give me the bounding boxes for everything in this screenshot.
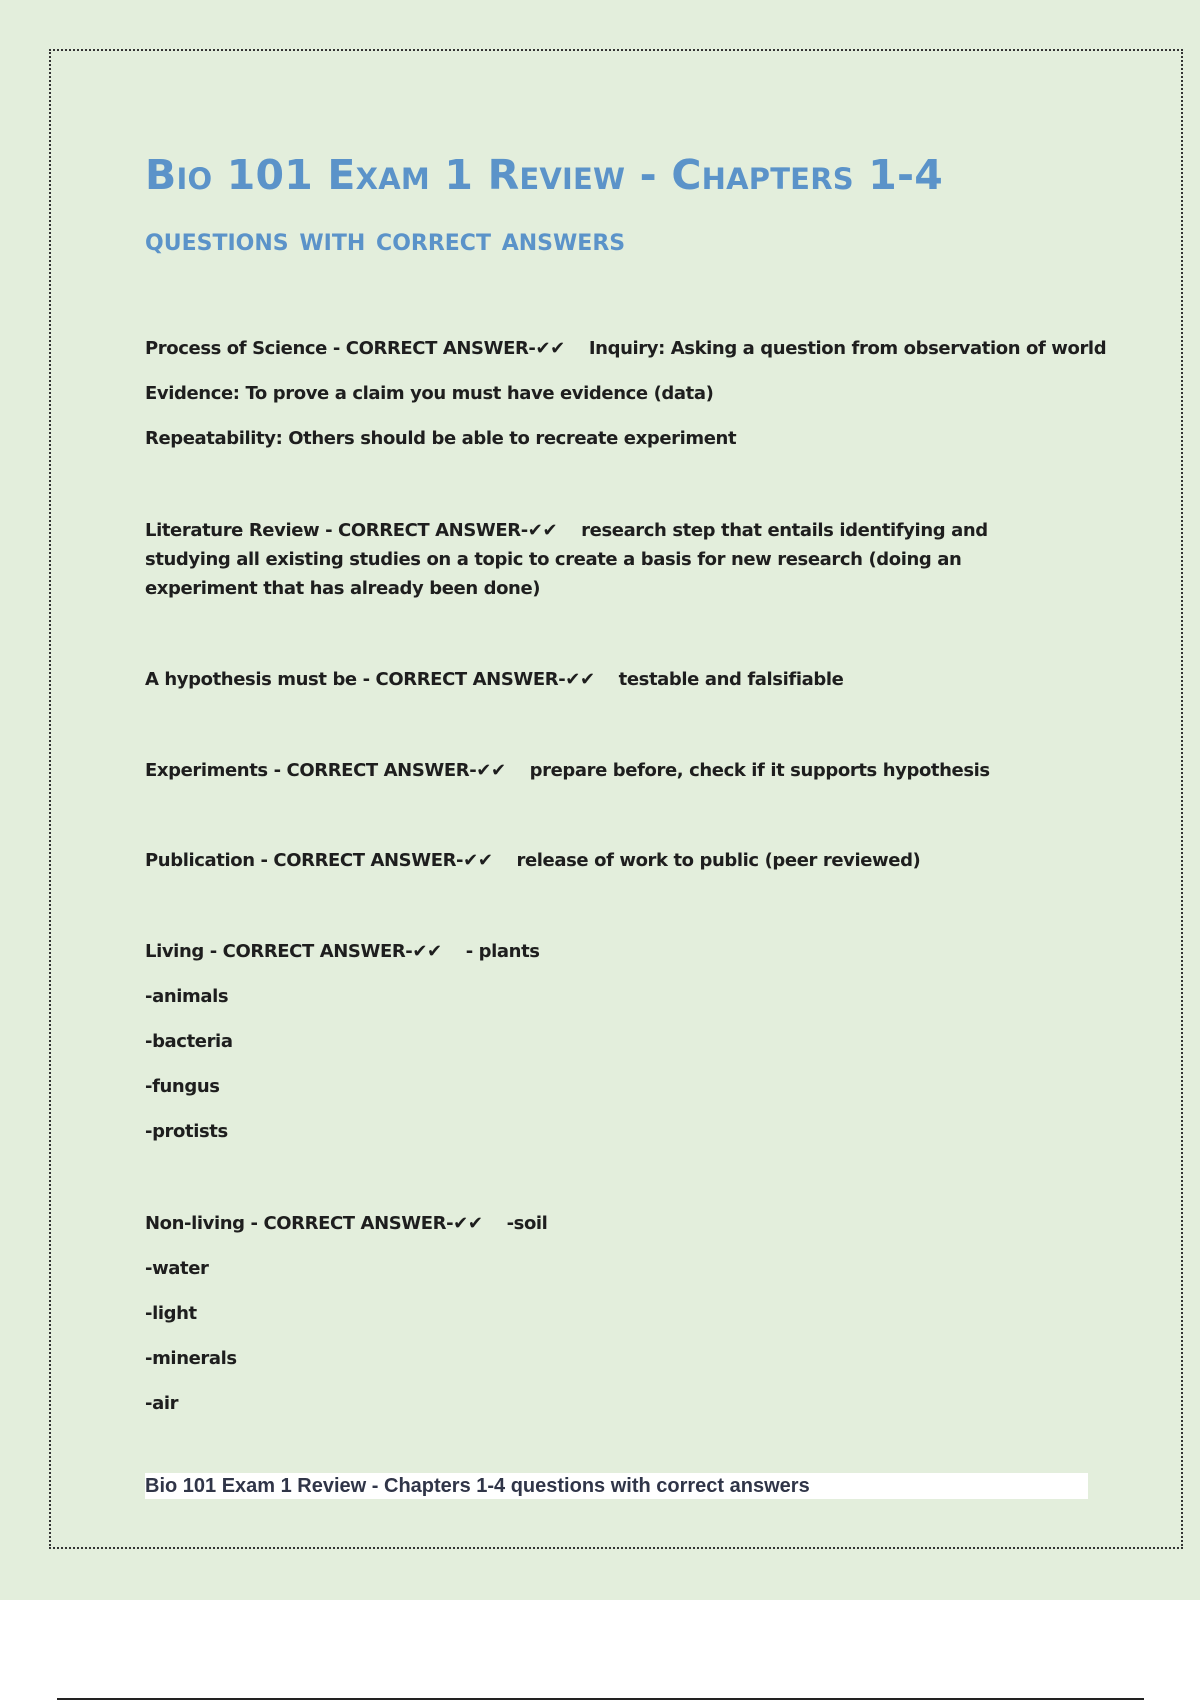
qa-term: Living - CORRECT ANSWER-✔✔ xyxy=(145,941,442,962)
qa-answer: -soil xyxy=(506,1213,548,1234)
qa-continuation-line: -air xyxy=(145,1393,179,1414)
document-subtitle: questions with correct answers xyxy=(145,222,626,258)
document-title: Bio 101 Exam 1 Review - Chapters 1-4 xyxy=(145,151,943,199)
qa-term: Publication - CORRECT ANSWER-✔✔ xyxy=(145,850,493,871)
qa-paragraph xyxy=(145,516,1065,603)
qa-entry-experiments xyxy=(145,748,1065,793)
qa-continuation-line: -minerals xyxy=(145,1348,237,1369)
qa-entry-living xyxy=(145,929,1065,1154)
qa-continuation-line: -water xyxy=(145,1258,209,1279)
qa-term: Literature Review - CORRECT ANSWER-✔✔ xyxy=(145,520,558,541)
qa-term: Non-living - CORRECT ANSWER-✔✔ xyxy=(145,1213,483,1234)
qa-entry-publication xyxy=(145,838,1065,883)
qa-entry-process-of-science xyxy=(145,326,1107,461)
qa-answer: testable and falsifiable xyxy=(618,669,844,690)
qa-first-line xyxy=(145,929,1065,974)
qa-continuation-line: Evidence: To prove a claim you must have evidence (data) xyxy=(145,383,714,404)
qa-answer: - plants xyxy=(465,941,540,962)
qa-term: A hypothesis must be - CORRECT ANSWER-✔✔ xyxy=(145,669,595,690)
qa-first-line xyxy=(145,1201,1065,1246)
qa-entry-literature-review xyxy=(145,508,1065,603)
qa-answer: release of work to public (peer reviewed) xyxy=(516,850,921,871)
qa-first-line xyxy=(145,326,1107,371)
qa-continuation-line: -animals xyxy=(145,986,229,1007)
qa-term: Experiments - CORRECT ANSWER-✔✔ xyxy=(145,760,506,781)
document-footer: Bio 101 Exam 1 Review - Chapters 1-4 questions with correct answers xyxy=(145,1473,1088,1499)
qa-answer: research step that entails identifying and studying all existing studies on a topic to create a basis for new research (doing an experiment that has already been done) xyxy=(145,520,988,599)
qa-continuation-line: -light xyxy=(145,1303,197,1324)
qa-continuation-line: Repeatability: Others should be able to recreate experiment xyxy=(145,428,737,449)
qa-continuation-line: -protists xyxy=(145,1121,228,1142)
qa-term: Process of Science - CORRECT ANSWER-✔✔ xyxy=(145,338,565,359)
qa-first-line xyxy=(145,838,1065,883)
qa-continuation-line: -fungus xyxy=(145,1076,220,1097)
qa-entry-hypothesis xyxy=(145,657,1065,702)
qa-answer: prepare before, check if it supports hypothesis xyxy=(529,760,990,781)
qa-answer: Inquiry: Asking a question from observation of world xyxy=(588,338,1107,359)
qa-continuation-line: -bacteria xyxy=(145,1031,233,1052)
qa-entry-non-living xyxy=(145,1201,1065,1426)
qa-first-line xyxy=(145,657,1065,702)
qa-first-line xyxy=(145,748,1065,793)
